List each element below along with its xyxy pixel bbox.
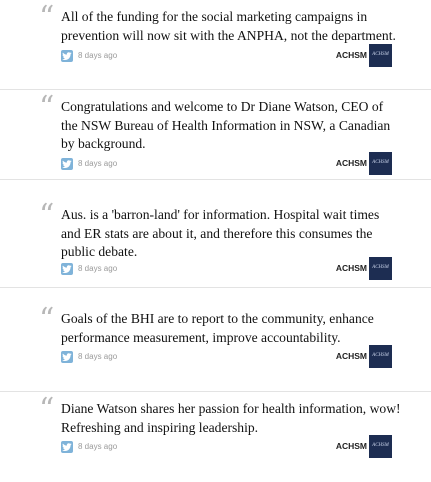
avatar-logo-text: ACHSM <box>372 443 389 448</box>
quote-icon: “ <box>39 392 52 427</box>
quote-icon: “ <box>39 302 52 337</box>
tweet-item <box>0 198 431 288</box>
tweet-author[interactable]: ACHSM <box>335 441 367 451</box>
tweet-meta <box>61 346 401 368</box>
twitter-bird-icon[interactable] <box>61 441 73 453</box>
twitter-bird-icon[interactable] <box>61 50 73 62</box>
tweet-text: All of the funding for the social marketing campaigns in prevention will now sit with the ANPHA, not the department. <box>61 9 396 43</box>
quote-icon: “ <box>39 0 52 35</box>
tweet-timestamp[interactable]: 8 days ago <box>78 159 118 168</box>
tweet-text: Aus. is a 'barron-land' for information. Hospital wait times and ER stats are about it, and therefore this consumes the public debate. <box>61 207 380 259</box>
tweet-timestamp[interactable]: 8 days ago <box>78 264 118 273</box>
twitter-bird-icon[interactable] <box>61 351 73 363</box>
avatar-logo-text: ACHSM <box>372 353 389 358</box>
quote-icon: “ <box>39 90 52 125</box>
tweet-meta <box>61 45 401 67</box>
avatar[interactable] <box>369 152 392 175</box>
tweet-item <box>0 0 431 90</box>
tweet-author[interactable]: ACHSM <box>335 263 367 273</box>
tweet-author[interactable]: ACHSM <box>335 351 367 361</box>
tweet-text: Diane Watson shares her passion for health information, wow! Refreshing and inspiring leadership. <box>61 401 401 435</box>
twitter-bird-icon[interactable] <box>61 263 73 275</box>
tweet-timestamp[interactable]: 8 days ago <box>78 442 118 451</box>
tweet-item <box>0 90 431 180</box>
avatar[interactable] <box>369 44 392 67</box>
tweet-timestamp[interactable]: 8 days ago <box>78 352 118 361</box>
avatar[interactable] <box>369 435 392 458</box>
tweet-text: Congratulations and welcome to Dr Diane Watson, CEO of the NSW Bureau of Health Information in NSW, a Canadian by background. <box>61 99 391 151</box>
tweet-author[interactable]: ACHSM <box>335 50 367 60</box>
avatar[interactable] <box>369 345 392 368</box>
tweet-item <box>0 392 431 482</box>
tweet-item <box>0 302 431 392</box>
tweet-meta <box>61 258 401 280</box>
tweet-meta <box>61 153 401 175</box>
tweet-text: Goals of the BHI are to report to the community, enhance performance measurement, improve accountability. <box>61 311 374 345</box>
tweet-meta <box>61 436 401 458</box>
avatar-logo-text: ACHSM <box>372 52 389 57</box>
tweet-author[interactable]: ACHSM <box>335 158 367 168</box>
twitter-bird-icon[interactable] <box>61 158 73 170</box>
tweet-timestamp[interactable]: 8 days ago <box>78 51 118 60</box>
avatar[interactable] <box>369 257 392 280</box>
quote-icon: “ <box>39 198 52 233</box>
avatar-logo-text: ACHSM <box>372 265 389 270</box>
avatar-logo-text: ACHSM <box>372 160 389 165</box>
